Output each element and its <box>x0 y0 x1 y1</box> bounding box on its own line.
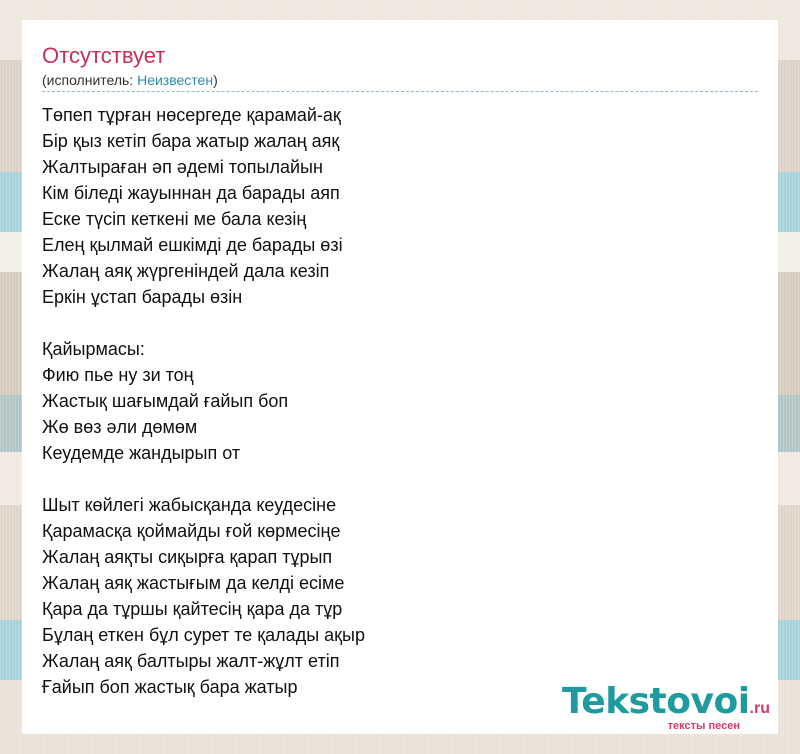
lyric-line: Кім біледі жауыннан да барады аяп <box>42 183 340 203</box>
logo-tagline: тексты песен <box>667 720 740 732</box>
lyric-line: Фию пье ну зи тоң <box>42 365 194 385</box>
lyric-line: Жалаң аяқ жүргеніндей дала кезіп <box>42 261 330 281</box>
artist-prefix: (исполнитель: <box>42 72 138 88</box>
lyrics-body <box>42 102 758 700</box>
lyric-line: Еске түсіп кеткені ме бала кезің <box>42 209 307 229</box>
artist-line <box>42 71 758 92</box>
lyric-line: Қара да тұршы қайтесің қара да тұр <box>42 599 343 619</box>
logo-name: Tekstovoi <box>562 681 750 722</box>
artist-suffix: ) <box>213 72 218 88</box>
lyric-line: Жалтыраған әп әдемі топылайын <box>42 157 323 177</box>
chorus-label: Қайырмасы: <box>42 339 145 359</box>
lyric-line: Жалаң аяқ балтыры жалт-жұлт етіп <box>42 651 340 671</box>
lyric-line: Жалаң аяқты сиқырға қарап тұрып <box>42 547 333 567</box>
lyric-line: Еркін ұстап барады өзін <box>42 287 243 307</box>
lyrics-card <box>22 20 778 734</box>
stanza-gap <box>42 310 758 336</box>
lyric-line: Жө вөз әли дөмөм <box>42 417 198 437</box>
artist-link[interactable]: Неизвестен <box>137 72 214 88</box>
song-title: Отсутствует <box>42 43 166 68</box>
lyric-line: Елең қылмай ешкімді де барады өзі <box>42 235 343 255</box>
lyric-line: Төпеп тұрған нөсергеде қарамай-ақ <box>42 105 341 125</box>
stanza-gap <box>42 466 758 492</box>
lyric-line: Ғайып боп жастық бара жатыр <box>42 677 298 697</box>
lyric-line: Қарамасқа қоймайды ғой көрмесіңе <box>42 521 341 541</box>
site-logo[interactable] <box>562 681 770 732</box>
lyric-line: Бір қыз кетіп бара жатыр жалаң аяқ <box>42 131 340 151</box>
stanza <box>42 102 758 310</box>
stanza <box>42 492 758 700</box>
logo-domain: .ru <box>749 700 770 717</box>
lyric-line: Жалаң аяқ жастығым да келді есіме <box>42 573 345 593</box>
lyric-line: Бұлаң еткен бұл сурет те қалады ақыр <box>42 625 365 645</box>
lyric-line: Шыт көйлегі жабысқанда кеудесіне <box>42 495 337 515</box>
lyric-line: Жастық шағымдай ғайып боп <box>42 391 289 411</box>
lyric-line: Кеудемде жандырып от <box>42 443 241 463</box>
stanza <box>42 336 758 466</box>
